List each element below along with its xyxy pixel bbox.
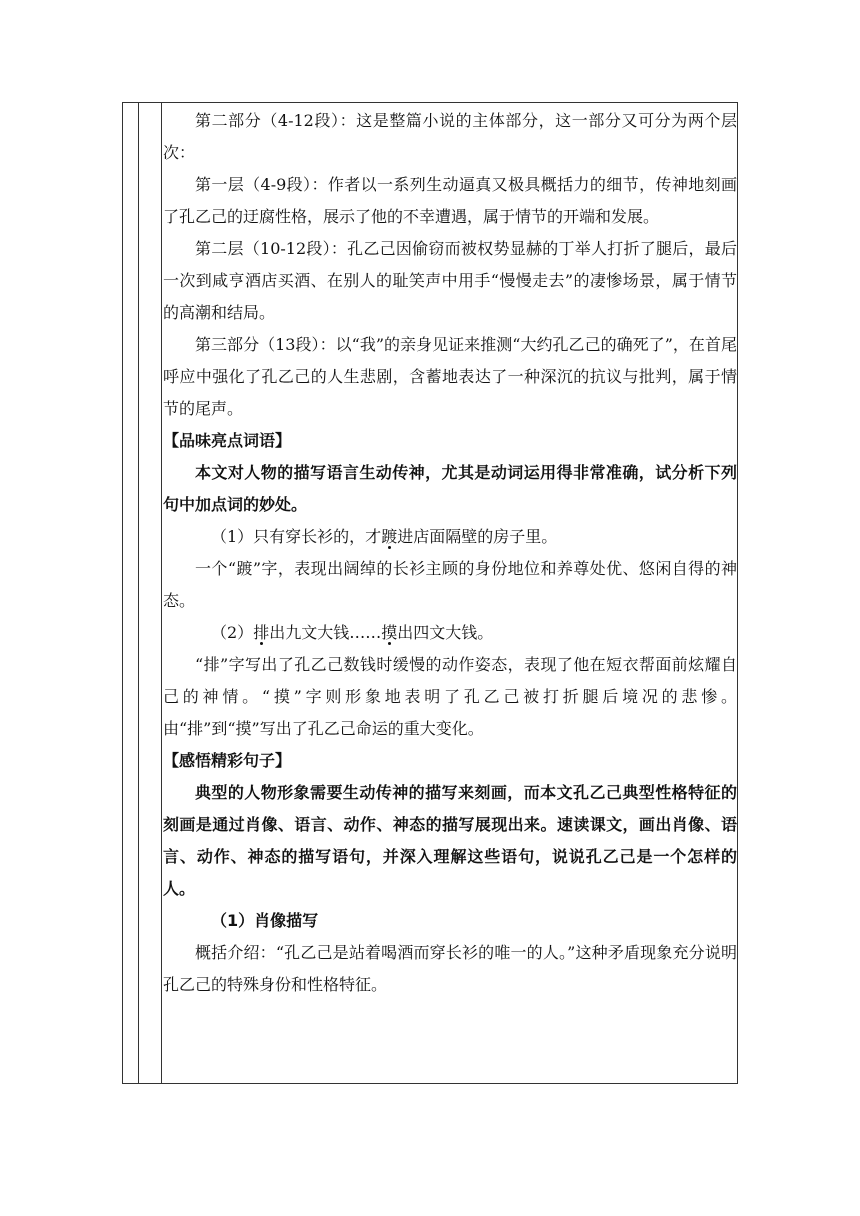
section-heading-sentences: 【感悟精彩句子】 bbox=[163, 751, 292, 770]
paragraph-layer-one: 第一层（4-9段）：作者以一系列生动逼真又极具概括力的细节，传神地刻画了孔乙己的迂腐性格，展示了他的不幸遭遇，属于情节的开端和发展。 bbox=[163, 175, 737, 226]
paragraph-portrait-summary: 概括介绍：“孔乙己是站着喝酒而穿长衫的唯一的人。”这种矛盾现象充分说明孔乙己的特殊身份和性格特征。 bbox=[163, 943, 737, 994]
example-answer-1: 一个“踱”字，表现出阔绰的长衫主顾的身份地位和养尊处优、悠闲自得的神态。 bbox=[163, 559, 737, 610]
section-intro-words: 本文对人物的描写语言生动传神，尤其是动词运用得非常准确，试分析下列句中加点词的妙处。 bbox=[163, 463, 737, 514]
example-1-after: 进店面隔壁的房子里。 bbox=[397, 527, 558, 546]
dotted-word-mo: 摸 bbox=[381, 623, 398, 642]
example-answer-2: “排”字写出了孔乙己数钱时缓慢的动作姿态，表现了他在短衣帮面前炫耀自己的神情。“摸”字则形象地表明了孔乙己被打折腿后境况的悲惨。由“排”到“摸”写出了孔乙己命运的重大变化。 bbox=[163, 655, 737, 738]
example-2-prefix: （2） bbox=[211, 623, 254, 642]
dotted-word-pai: 排 bbox=[253, 623, 270, 642]
paragraph-part-two: 第二部分（4-12段）：这是整篇小说的主体部分，这一部分又可分为两个层次： bbox=[163, 111, 737, 162]
example-1-before: （1）只有穿长衫的，才 bbox=[211, 527, 382, 546]
section-heading-words: 【品味亮点词语】 bbox=[163, 431, 292, 450]
example-2-middle: 出九文大钱…… bbox=[269, 623, 382, 642]
table-column-2 bbox=[139, 103, 162, 1083]
subheading-portrait: （1）肖像描写 bbox=[211, 911, 319, 930]
dotted-word-duo: 踱 bbox=[381, 527, 398, 546]
example-sentence-2 bbox=[163, 617, 737, 649]
example-2-suffix: 出四文大钱。 bbox=[397, 623, 494, 642]
lesson-table bbox=[122, 102, 738, 1084]
paragraph-part-three: 第三部分（13段）：以“我”的亲身见证来推测“大约孔乙己的确死了”，在首尾呼应中强化了孔乙己的人生悲剧，含蓄地表达了一种深沉的抗议与批判，属于情节的尾声。 bbox=[163, 335, 737, 418]
table-content-cell bbox=[163, 105, 737, 1001]
example-sentence-1 bbox=[163, 521, 737, 553]
paragraph-layer-two: 第二层（10-12段）：孔乙己因偷窃而被权势显赫的丁举人打折了腿后，最后一次到咸亨酒店买酒、在别人的耻笑声中用手“慢慢走去”的凄惨场景，属于情节的高潮和结局。 bbox=[163, 239, 737, 322]
section-intro-sentences: 典型的人物形象需要生动传神的描写来刻画，而本文孔乙己典型性格特征的刻画是通过肖像、语言、动作、神态的描写展现出来。速读课文，画出肖像、语言、动作、神态的描写语句，并深入理解这些语句，说说孔乙己是一个怎样的人。 bbox=[163, 783, 737, 898]
table-column-1 bbox=[123, 103, 139, 1083]
